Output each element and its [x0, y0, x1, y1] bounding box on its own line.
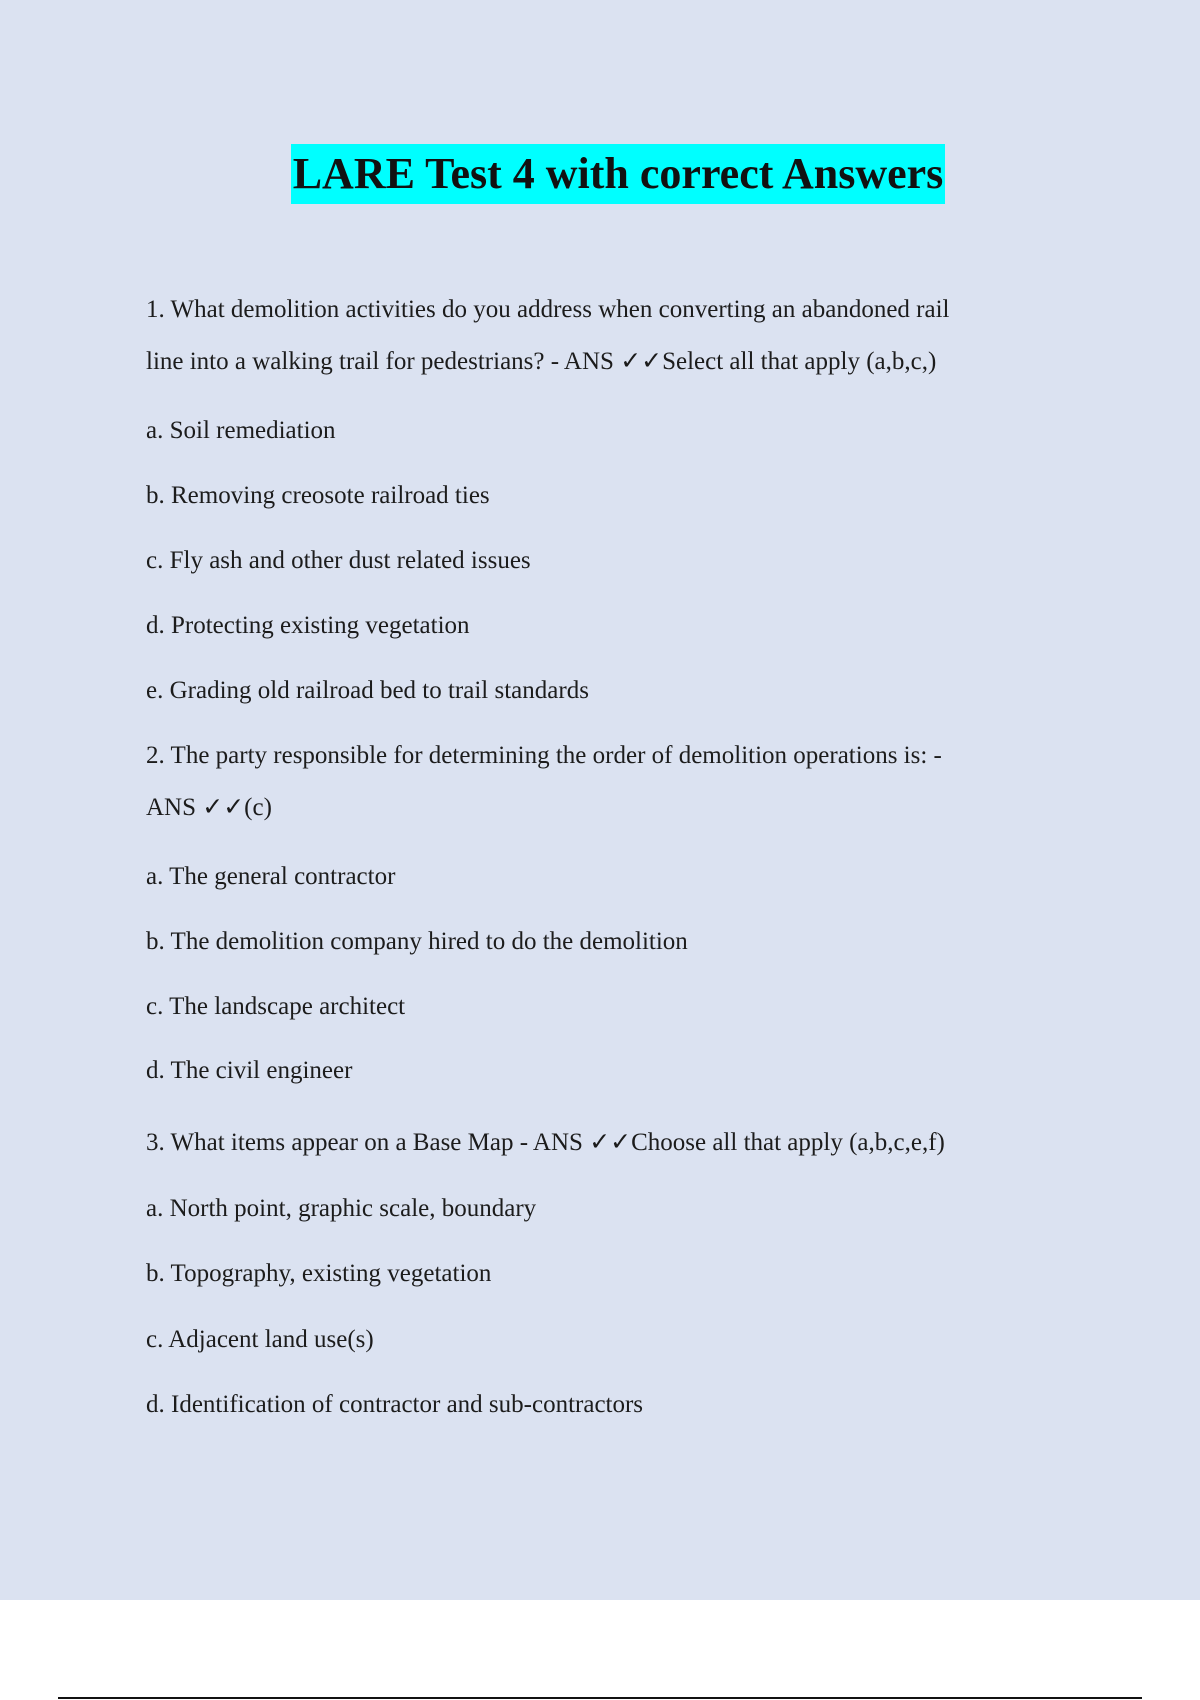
- question-1-option-e: e. Grading old railroad bed to trail standards: [146, 677, 589, 704]
- question-1-line-2: line into a walking trail for pedestrians? - ANS ✓✓Select all that apply (a,b,c,): [146, 348, 937, 375]
- page-title: LARE Test 4 with correct Answers: [291, 144, 946, 204]
- question-1-option-c: c. Fly ash and other dust related issues: [146, 547, 531, 574]
- question-3-option-b: b. Topography, existing vegetation: [146, 1260, 492, 1287]
- question-2-option-b: b. The demolition company hired to do the demolition: [146, 928, 688, 955]
- question-1-option-d: d. Protecting existing vegetation: [146, 612, 470, 639]
- question-2-line-2: ANS ✓✓(c): [146, 794, 272, 821]
- question-2-option-a: a. The general contractor: [146, 863, 396, 890]
- question-3-line-1: 3. What items appear on a Base Map - ANS ✓✓Choose all that apply (a,b,c,e,f): [146, 1129, 945, 1156]
- question-3-option-d: d. Identification of contractor and sub-contractors: [146, 1391, 644, 1418]
- question-2-option-c: c. The landscape architect: [146, 993, 406, 1020]
- question-1-option-a: a. Soil remediation: [146, 417, 336, 444]
- question-1-option-b: b. Removing creosote railroad ties: [146, 482, 490, 509]
- question-1-line-1: 1. What demolition activities do you address when converting an abandoned rail: [146, 296, 950, 323]
- question-2-line-1: 2. The party responsible for determining the order of demolition operations is: -: [146, 742, 942, 769]
- footer-rule: [58, 1697, 1142, 1699]
- title-wrapper: [146, 144, 1090, 204]
- question-3-option-a: a. North point, graphic scale, boundary: [146, 1195, 537, 1222]
- question-3-option-c: c. Adjacent land use(s): [146, 1326, 374, 1353]
- question-2-option-d: d. The civil engineer: [146, 1057, 353, 1084]
